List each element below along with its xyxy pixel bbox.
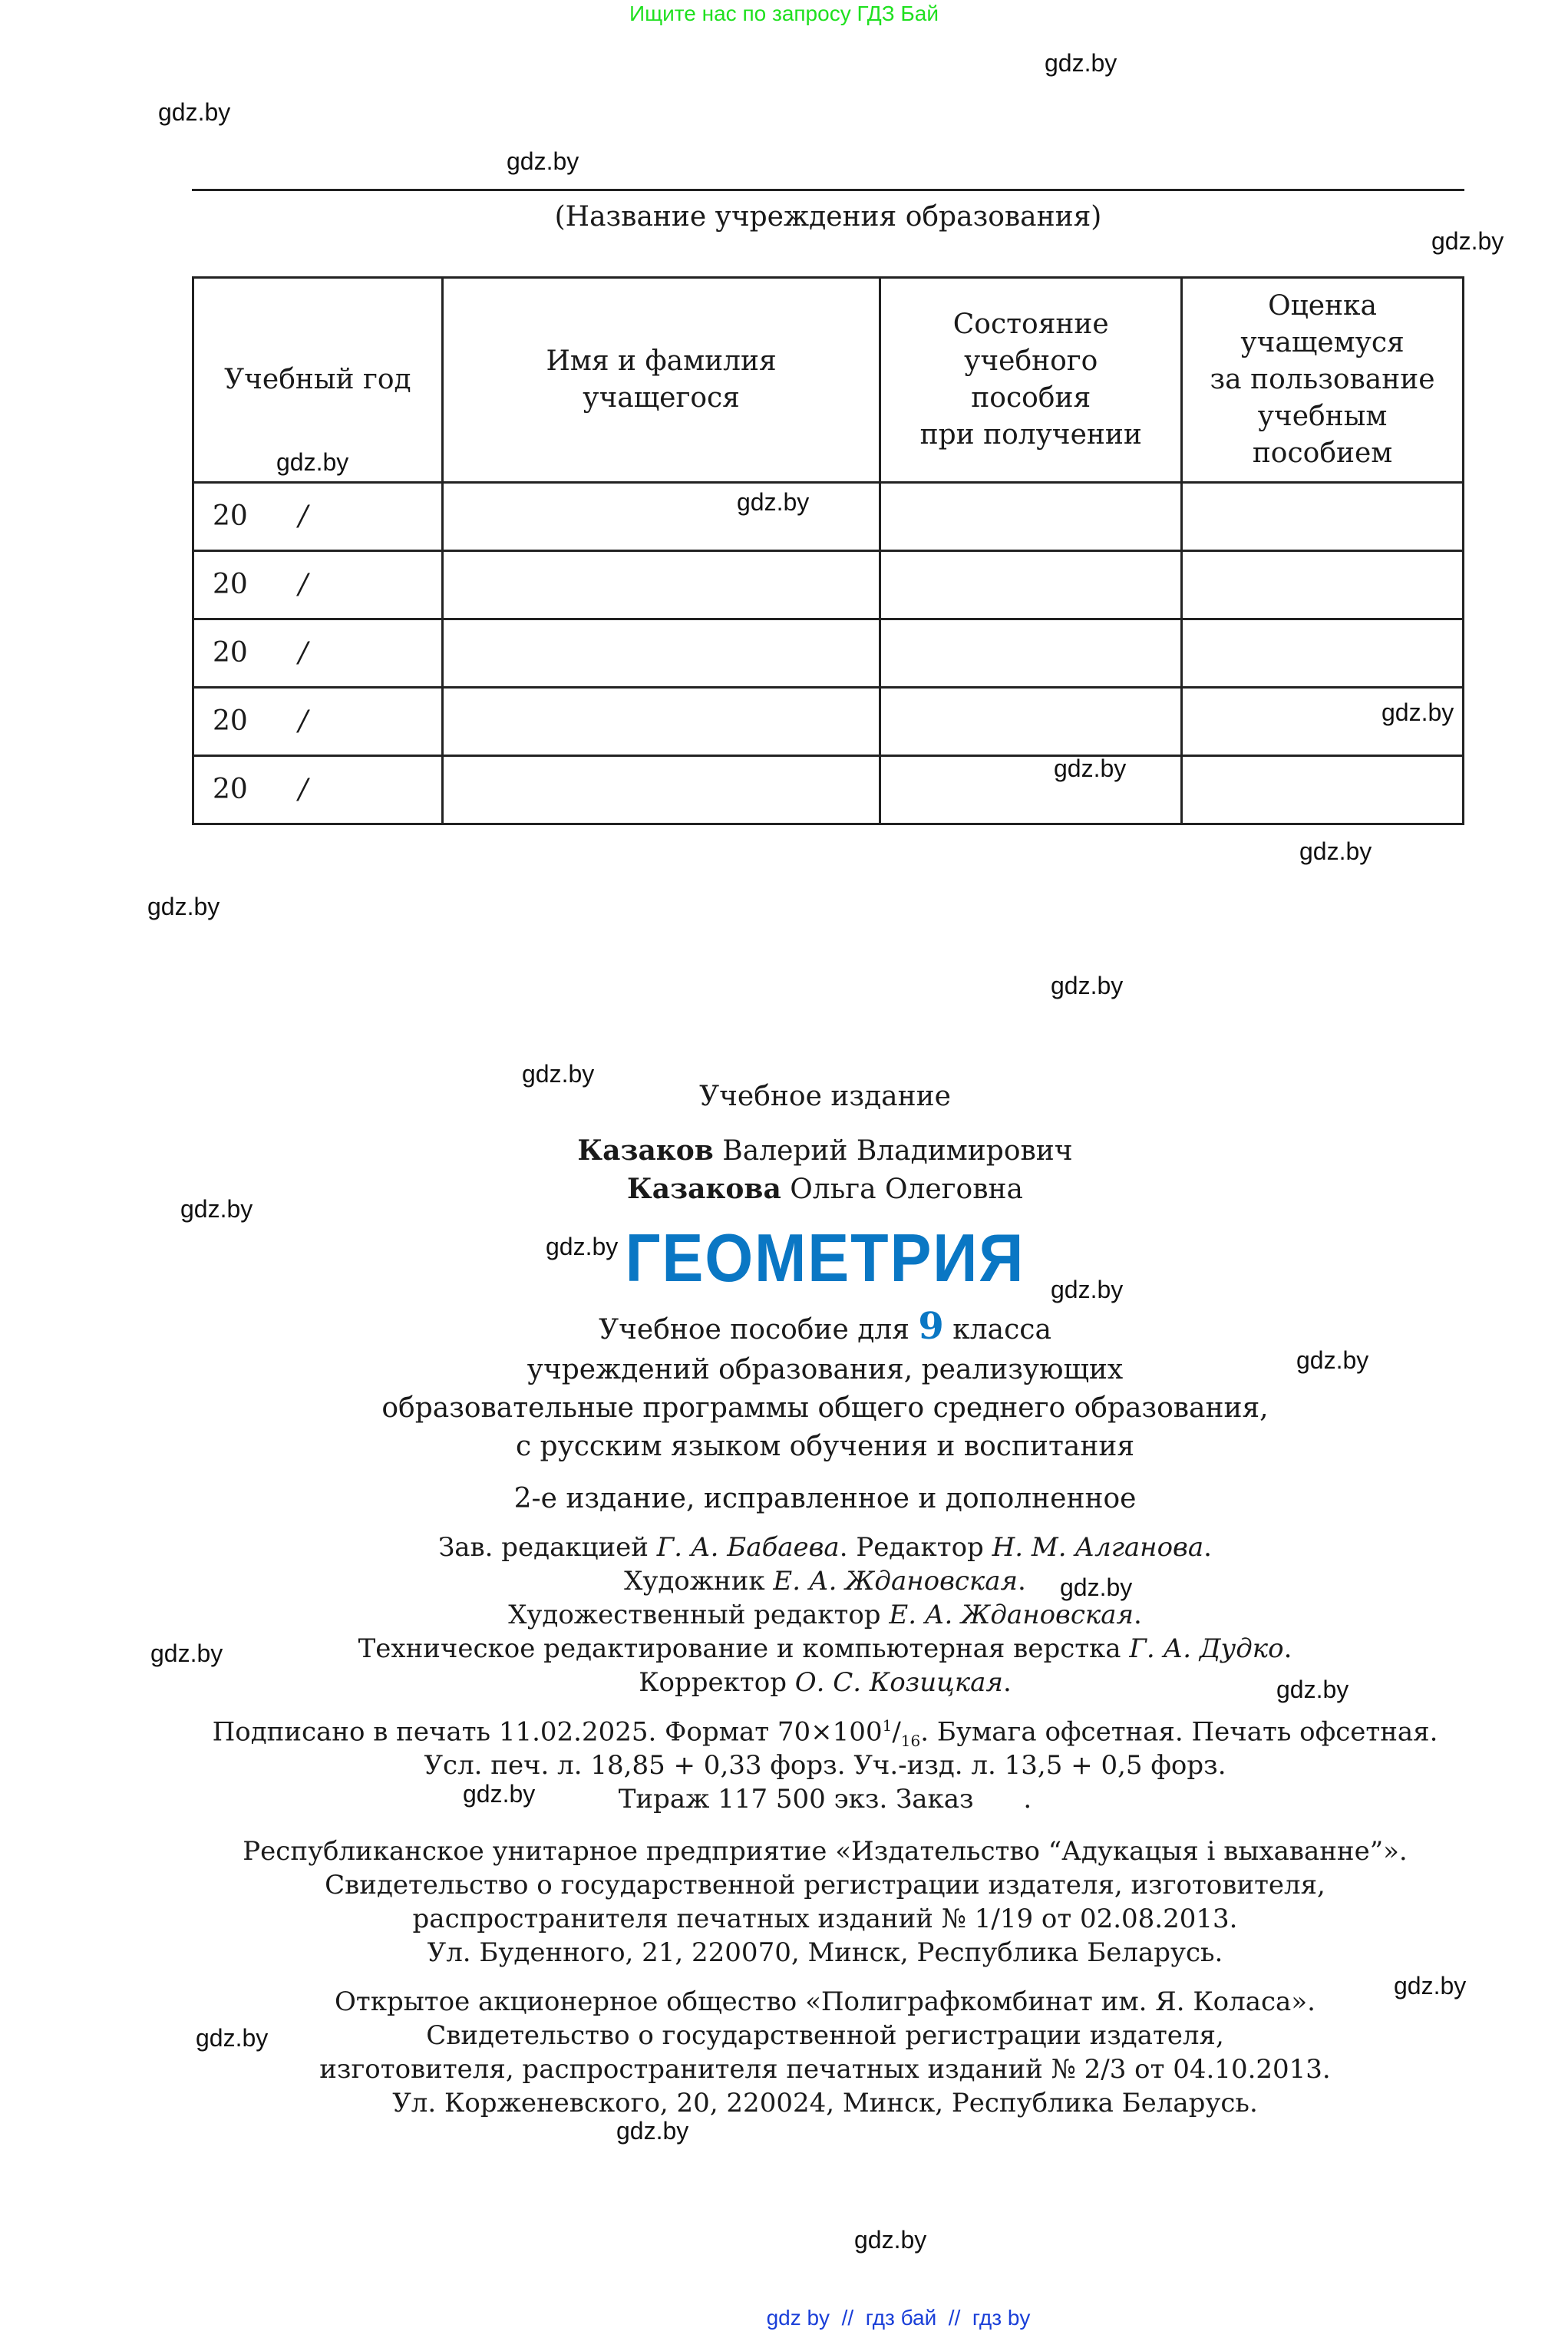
author-1-surname: Казаков	[577, 1134, 714, 1167]
table-row	[193, 551, 1464, 619]
watermark: gdz.by	[1299, 837, 1372, 865]
year-prefix: 20	[213, 637, 248, 669]
year-slash: /	[298, 705, 308, 737]
school-year-cell	[193, 483, 443, 551]
watermark: gdz.by	[1051, 972, 1124, 999]
watermark: gdz.by	[1381, 698, 1454, 726]
grade-cell	[1182, 483, 1464, 551]
printer-line: Открытое акционерное общество «Полиграфкомбинат им. Я. Коласа».	[335, 1986, 1315, 2017]
print-spec-text: Подписано в печать 11.02.2025. Формат 70×100	[212, 1716, 883, 1748]
condition-cell	[880, 551, 1182, 619]
print-spec-text: . Бумага офсетная. Печать офсетная.	[920, 1716, 1438, 1748]
header-line: пособия	[971, 382, 1091, 414]
condition-cell	[880, 756, 1182, 824]
table-row	[193, 483, 1464, 551]
school-year-cell	[193, 688, 443, 756]
watermark: gdz.by	[1276, 1676, 1349, 1703]
year-slash: /	[298, 774, 308, 805]
watermark: gdz.by	[463, 1780, 536, 1808]
student-name-cell	[442, 619, 880, 688]
credit-line: Художественный редактор Е. А. Ждановская.	[508, 1600, 1142, 1630]
watermark: gdz.by	[276, 448, 349, 476]
header-line: при получении	[919, 419, 1142, 451]
table-row	[193, 619, 1464, 688]
search-hint-banner: Ищите нас по запросу ГДЗ Бай	[629, 2, 939, 25]
publisher-line: Ул. Буденного, 21, 220070, Минск, Республика Беларусь.	[427, 1937, 1223, 1968]
credit-line: Зав. редакцией Г. А. Бабаева. Редактор Н. М. Алганова.	[438, 1532, 1212, 1563]
watermark: gdz.by	[737, 488, 810, 516]
watermark: gdz.by	[616, 2117, 689, 2145]
header-line: Имя и фамилия	[546, 345, 777, 377]
header-usage-grade	[1182, 278, 1464, 483]
credit-role: Корректор	[639, 1667, 787, 1698]
purpose-text: Учебное пособие для	[599, 1314, 909, 1346]
credit-line: Художник Е. А. Ждановская.	[624, 1566, 1026, 1597]
table-row	[193, 688, 1464, 756]
grade-cell	[1182, 756, 1464, 824]
watermark: gdz.by	[180, 1195, 253, 1223]
credit-role: Художественный редактор	[508, 1600, 881, 1630]
watermark: gdz.by	[1394, 1972, 1467, 2000]
printer-line: Свидетельство о государственной регистрации издателя,	[426, 2020, 1224, 2051]
watermark: gdz.by	[522, 1060, 595, 1088]
student-name-cell	[442, 551, 880, 619]
credit-role: Редактор	[856, 1532, 984, 1563]
author-1-name: Валерий Владимирович	[722, 1135, 1073, 1167]
book-title-wrap	[0, 1219, 1568, 1297]
publisher-line: Республиканское унитарное предприятие «Издательство “Адукацыя і выхаванне”».	[243, 1836, 1408, 1867]
year-slash: /	[298, 500, 308, 532]
footer-links[interactable]: gdz by // гдз бай // гдз by	[766, 2306, 1031, 2330]
year-slash: /	[298, 569, 308, 600]
header-line: пособием	[1252, 438, 1393, 469]
credit-line: Техническое редактирование и компьютерная верстка Г. А. Дудко.	[358, 1633, 1292, 1664]
watermark: gdz.by	[1045, 49, 1117, 77]
watermark: gdz.by	[1051, 1276, 1124, 1303]
student-name-cell	[442, 756, 880, 824]
printer-line: Ул. Корженевского, 20, 220024, Минск, Республика Беларусь.	[392, 2088, 1258, 2118]
credit-name: Н. М. Алганова	[992, 1532, 1204, 1563]
watermark: gdz.by	[507, 147, 579, 175]
school-year-cell	[193, 756, 443, 824]
year-prefix: 20	[213, 774, 248, 805]
student-name-cell	[442, 688, 880, 756]
watermark: gdz.by	[150, 1640, 223, 1667]
grade-cell	[1182, 551, 1464, 619]
print-specs-line-1	[0, 1716, 1568, 1750]
credit-name: Е. А. Ждановская	[773, 1566, 1018, 1597]
print-run-line: Тираж 117 500 экз. Заказ .	[618, 1784, 1032, 1815]
credit-line: Корректор О. С. Козицкая.	[639, 1667, 1012, 1698]
edition-type: Учебное издание	[699, 1081, 951, 1112]
printer-line: изготовителя, распространителя печатных изданий № 2/3 от 04.10.2013.	[319, 2054, 1331, 2085]
publisher-line: Свидетельство о государственной регистрации издателя, изготовителя,	[325, 1870, 1325, 1900]
credit-role: Художник	[624, 1566, 765, 1597]
year-prefix: 20	[213, 569, 248, 600]
condition-cell	[880, 619, 1182, 688]
publisher-line: распространителя печатных изданий № 1/19 от 02.08.2013.	[412, 1904, 1238, 1934]
watermark: gdz.by	[1296, 1346, 1369, 1374]
condition-cell	[880, 483, 1182, 551]
table-header-row	[193, 278, 1464, 483]
watermark: gdz.by	[196, 2024, 269, 2052]
author-2-name: Ольга Олеговна	[790, 1174, 1023, 1205]
watermark: gdz.by	[546, 1233, 619, 1260]
format-numerator: 1	[882, 1716, 893, 1735]
watermark: gdz.by	[147, 893, 220, 920]
header-student-name	[442, 278, 880, 483]
purpose-line-4: с русским языком обучения и воспитания	[515, 1431, 1135, 1462]
credit-role: Техническое редактирование и компьютерная верстка	[358, 1633, 1121, 1664]
header-line: учебным	[1257, 401, 1388, 432]
institution-name-line	[192, 189, 1464, 191]
student-name-cell	[442, 483, 880, 551]
print-specs-line-2: Усл. печ. л. 18,85 + 0,33 форз. Уч.-изд. л. 13,5 + 0,5 форз.	[424, 1750, 1226, 1781]
credit-name: Г. А. Дудко	[1129, 1633, 1284, 1664]
table-row	[193, 756, 1464, 824]
credit-name: О. С. Козицкая	[794, 1667, 1003, 1698]
institution-caption: (Название учреждения образования)	[554, 201, 1102, 233]
edition-note: 2-е издание, исправленное и дополненное	[513, 1483, 1137, 1514]
credit-role: Зав. редакцией	[438, 1532, 649, 1563]
purpose-line-2: учреждений образования, реализующих	[527, 1354, 1124, 1385]
watermark: gdz.by	[1054, 755, 1127, 782]
purpose-text: класса	[952, 1314, 1051, 1346]
purpose-line-1	[0, 1305, 1568, 1348]
year-slash: /	[298, 637, 308, 669]
condition-cell	[880, 688, 1182, 756]
credit-name: Е. А. Ждановская	[889, 1600, 1134, 1630]
credit-name: Г. А. Бабаева	[656, 1532, 840, 1563]
header-line: учащемуся	[1240, 327, 1405, 358]
header-line: учебного	[964, 345, 1098, 377]
watermark: gdz.by	[854, 2226, 927, 2254]
header-condition-on-receipt	[880, 278, 1182, 483]
header-line: учащегося	[583, 382, 740, 414]
grade-number: 9	[918, 1305, 944, 1348]
grade-cell	[1182, 619, 1464, 688]
watermark: gdz.by	[1431, 227, 1504, 255]
format-slash: /	[892, 1716, 901, 1748]
author-1	[0, 1134, 1568, 1167]
school-year-cell	[193, 551, 443, 619]
format-denominator: 16	[900, 1732, 921, 1751]
watermark: gdz.by	[1060, 1574, 1133, 1601]
header-line: Учебный год	[224, 364, 411, 395]
book-title: ГЕОМЕТРИЯ	[625, 1220, 1025, 1296]
school-year-cell	[193, 619, 443, 688]
header-line: Оценка	[1268, 290, 1378, 322]
year-prefix: 20	[213, 500, 248, 532]
year-prefix: 20	[213, 705, 248, 737]
author-2-surname: Казакова	[627, 1173, 781, 1205]
purpose-line-3: образовательные программы общего среднего образования,	[381, 1392, 1269, 1424]
header-line: за пользование	[1210, 364, 1435, 395]
watermark: gdz.by	[158, 98, 231, 126]
header-line: Состояние	[952, 309, 1109, 340]
textbook-usage-table	[192, 276, 1464, 825]
